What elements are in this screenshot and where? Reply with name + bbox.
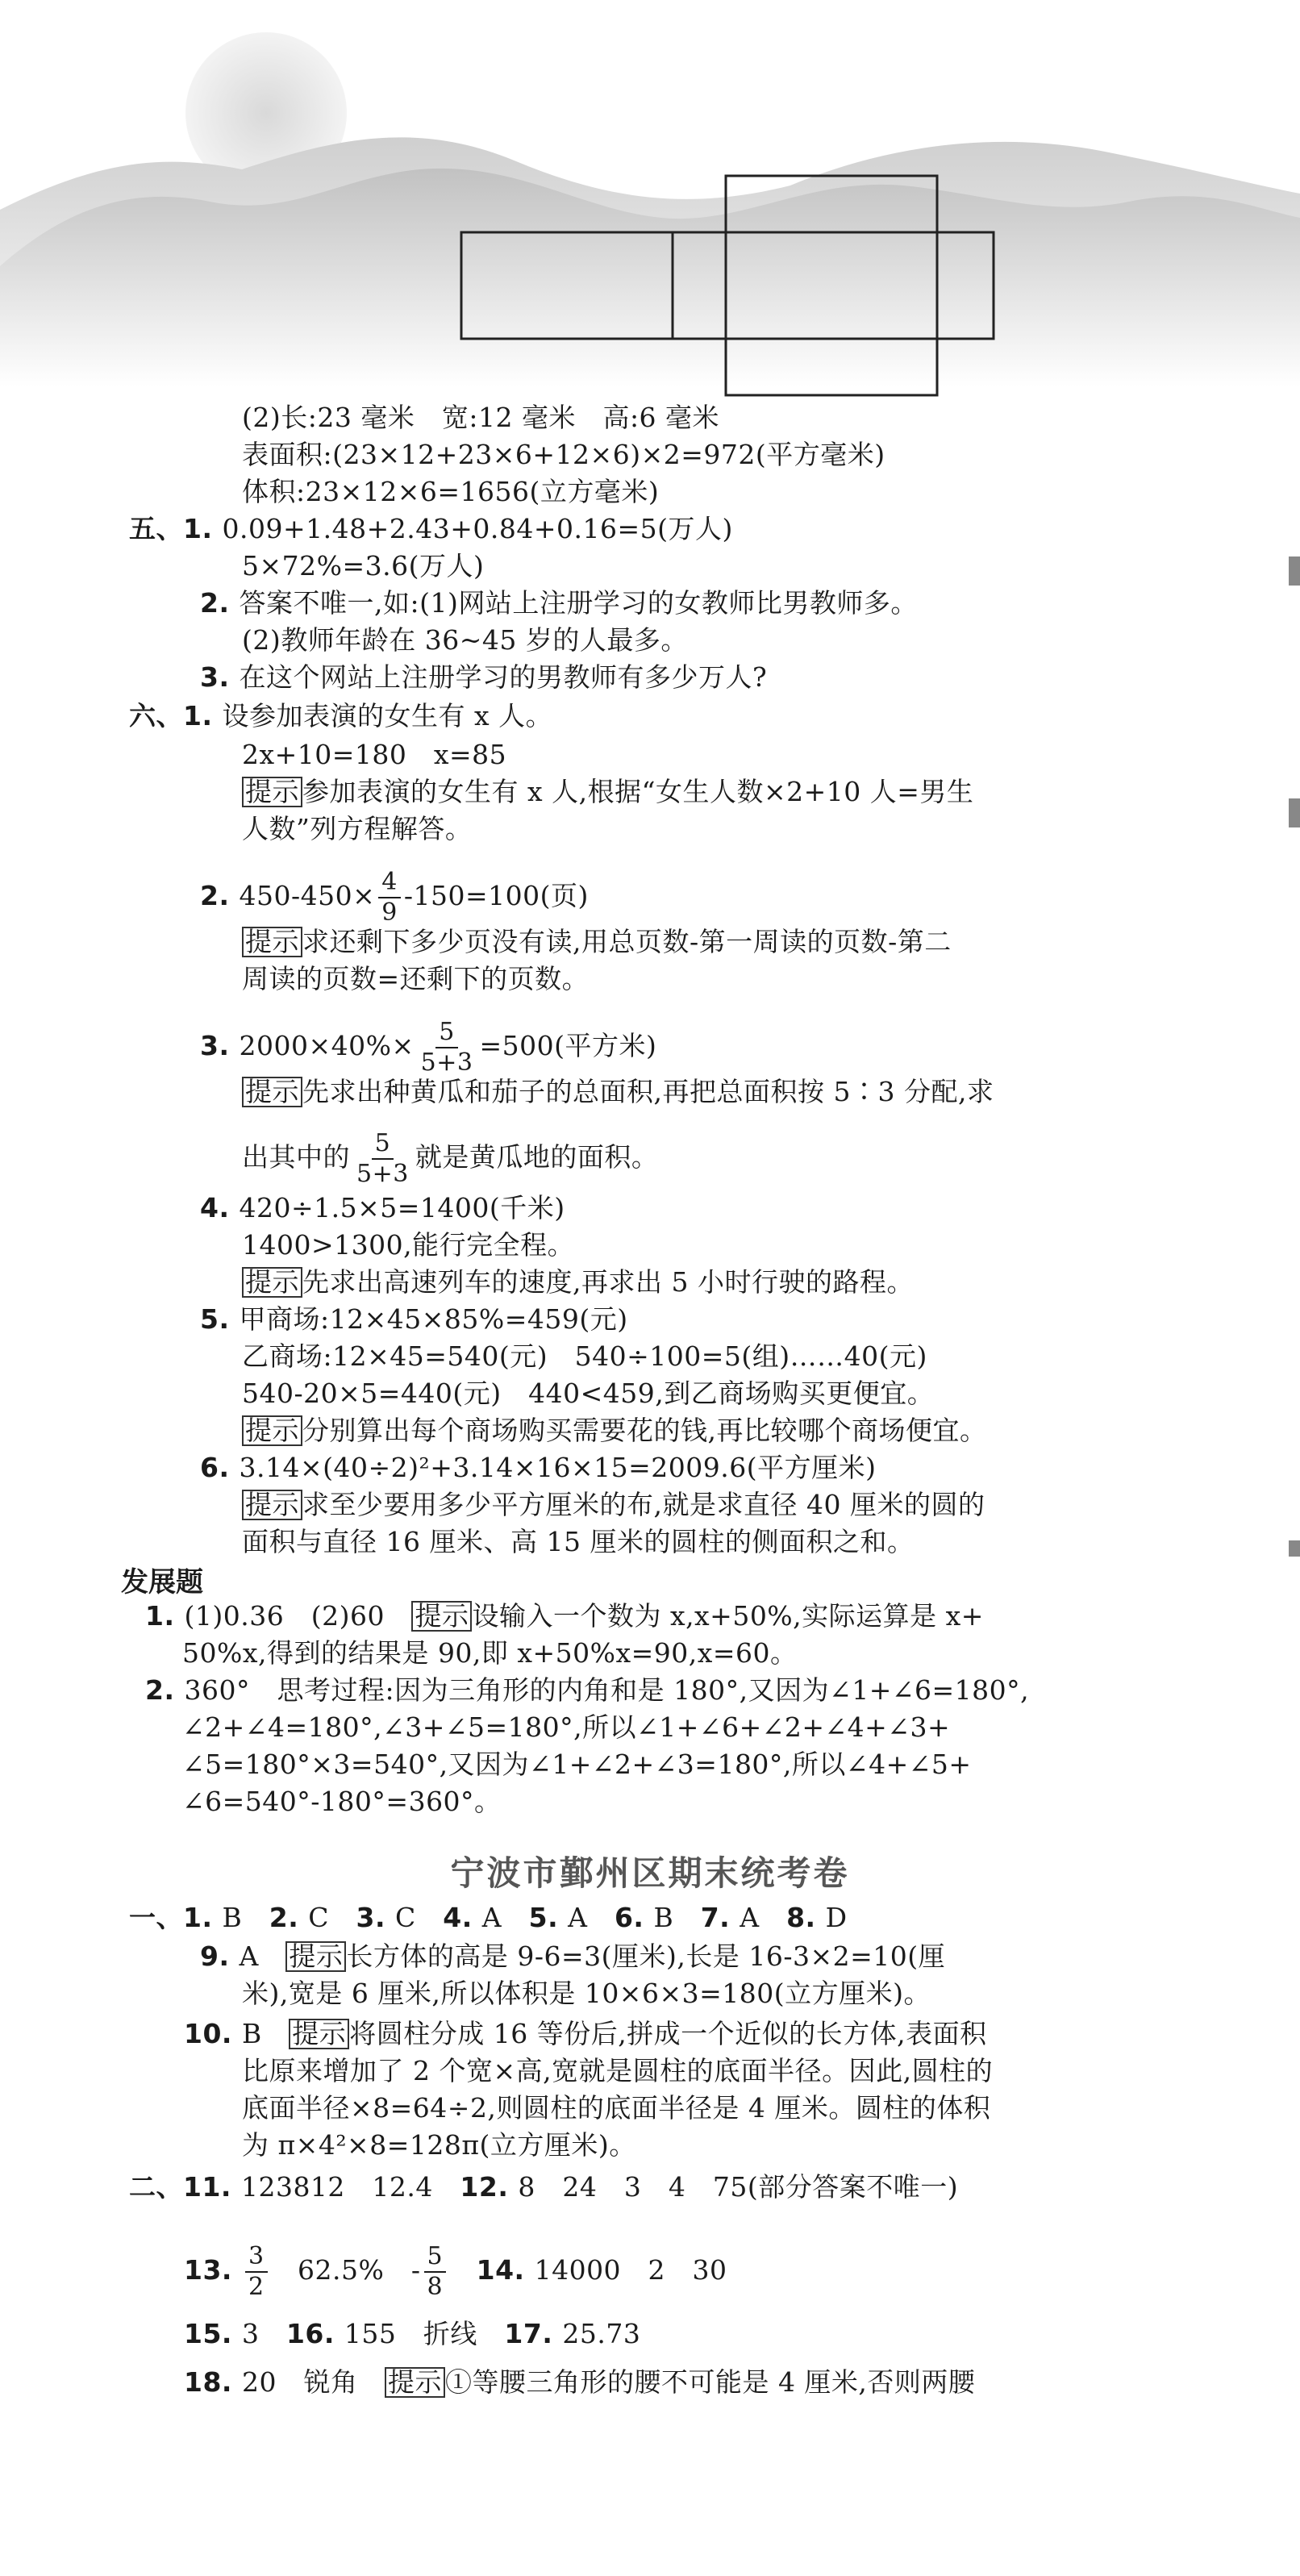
question-number: 4.: [443, 1902, 482, 1933]
answer-text: ∠5=180°×3=540°,又因为∠1+∠2+∠3=180°,所以∠4+∠5+: [182, 1749, 972, 1780]
answer-line: [242, 1524, 914, 1560]
answer-text: 体积:23×12×6=1656(立方毫米): [242, 476, 660, 507]
answer-text: A: [568, 1902, 615, 1933]
question-number: 17.: [504, 2318, 563, 2349]
answer-text: 420÷1.5×5=1400(千米): [239, 1192, 565, 1223]
question-number: 1.: [183, 700, 223, 732]
question-number: 2.: [200, 880, 240, 911]
answer-text: 长方体的高是 9-6=3(厘米),长是 16-3×2=10(厘: [346, 1940, 946, 1972]
answer-text: 3: [241, 2318, 286, 2349]
question-number: 14.: [476, 2254, 535, 2286]
answer-line: [242, 1265, 914, 1300]
answer-text: 就是黄瓜地的面积。: [415, 1141, 659, 1173]
section-number: 一、: [129, 1902, 183, 1933]
answer-text: 3.14×(40÷2)²+3.14×16×15=2009.6(平方厘米): [239, 1452, 877, 1483]
fraction-denominator: 9: [381, 898, 398, 927]
answer-text: D: [825, 1902, 848, 1933]
answer-text: 分别算出每个商场购买需要花的钱,再比较哪个商场便宜。: [302, 1415, 987, 1446]
answer-text: 设输入一个数为 x,x+50%,实际运算是 x+: [472, 1600, 984, 1632]
answer-line: [200, 1939, 945, 1974]
answer-text: 先求出高速列车的速度,再求出 5 小时行驶的路程。: [302, 1266, 914, 1298]
answer-line: [184, 2316, 640, 2352]
answer-text: 2x+10=180 x=85: [242, 739, 507, 770]
question-number: 12.: [460, 2171, 519, 2203]
answer-line: [242, 1074, 994, 1110]
question-number: 7.: [700, 1902, 740, 1933]
answer-line: [129, 511, 733, 547]
page-edge-mark: [1289, 1540, 1300, 1557]
answer-text: 450-450×: [239, 880, 376, 911]
answer-line: [184, 2016, 987, 2052]
hint-label: 提示: [242, 1077, 302, 1107]
answer-line: [242, 548, 484, 584]
answer-text: ∠6=540°-180°=360°。: [182, 1786, 502, 1817]
answer-text: (2)长:23 毫米 宽:12 毫米 高:6 毫米: [242, 402, 720, 433]
question-number: 1.: [183, 513, 223, 544]
answer-text: 参加表演的女生有 x 人,根据“女生人数×2+10 人=男生: [302, 776, 974, 807]
question-number: 1.: [183, 1902, 223, 1933]
answer-text: 123812 12.4: [240, 2171, 460, 2203]
answer-line: [242, 437, 885, 473]
answer-line: [200, 1190, 565, 1226]
question-number: 9.: [200, 1940, 240, 1972]
hint-label: 提示: [285, 1941, 346, 1972]
answer-text: (1)0.36 (2)60: [184, 1600, 412, 1632]
exam-title: 宁波市鄞州区期末统考卷: [450, 1853, 850, 1893]
answer-line: [184, 2242, 727, 2302]
fraction: [424, 2242, 447, 2302]
answer-text: 8 24 3 4 75(部分答案不唯一): [518, 2171, 959, 2203]
answer-line: [242, 811, 472, 847]
hint-label: 提示: [242, 1490, 302, 1520]
answer-line: [242, 2053, 993, 2089]
answer-text: 比原来增加了 2 个宽×高,宽就是圆柱的底面半径。因此,圆柱的: [242, 2055, 994, 2086]
answer-text: 甲商场:12×45×85%=459(元): [239, 1303, 628, 1335]
fraction-numerator: 5: [372, 1129, 394, 1160]
answer-text: 62.5% -: [270, 2254, 421, 2286]
answer-text: 设参加表演的女生有 x 人。: [222, 700, 553, 732]
answer-line: [242, 1976, 931, 2011]
page-edge-mark: [1289, 556, 1300, 586]
fraction-numerator: 5: [435, 1018, 458, 1048]
hint-label: 提示: [242, 1415, 302, 1446]
fraction-denominator: 5+3: [420, 1048, 473, 1077]
answer-text: 求至少要用多少平方厘米的布,就是求直径 40 厘米的圆的: [302, 1489, 985, 1520]
hint-label: 提示: [242, 1267, 302, 1298]
answer-line: [242, 400, 719, 436]
answer-text: 答案不唯一,如:(1)网站上注册学习的女教师比男教师多。: [239, 587, 918, 619]
question-number: 2.: [269, 1902, 309, 1933]
answer-text: 乙商场:12×45=540(元) 540÷100=5(组)……40(元): [242, 1340, 927, 1372]
fraction-numerator: 4: [378, 868, 401, 898]
section-number: 五、: [129, 513, 183, 544]
answer-text: 米),宽是 6 厘米,所以体积是 10×6×3=180(立方厘米)。: [242, 1978, 931, 2009]
answer-line: [242, 1413, 987, 1448]
answer-text: A: [481, 1902, 529, 1933]
answer-text: (2)教师年龄在 36~45 岁的人最多。: [242, 624, 688, 656]
answer-text: A: [239, 1940, 286, 1972]
answer-text: ①等腰三角形的腰不可能是 4 厘米,否则两腰: [444, 2366, 976, 2398]
answer-line: [242, 924, 952, 960]
answer-text: C: [308, 1902, 356, 1933]
section-number: 二、: [129, 2171, 183, 2203]
answer-line: [200, 1018, 656, 1078]
question-number: 2.: [145, 1674, 185, 1706]
answer-line: [145, 1599, 984, 1634]
question-number: 10.: [184, 2018, 242, 2049]
question-number: 3.: [200, 1030, 240, 1061]
answer-line: [129, 698, 552, 734]
answer-text: 底面半径×8=64÷2,则圆柱的底面半径是 4 厘米。圆柱的体积: [242, 2092, 991, 2124]
question-number: 5.: [528, 1902, 569, 1933]
answer-line: [145, 1673, 1029, 1708]
answer-line: [200, 1302, 628, 1337]
answer-line: [182, 1710, 950, 1745]
answer-text: -150=100(页): [403, 880, 589, 911]
answer-text: 出其中的: [242, 1141, 350, 1173]
answer-line: [182, 1747, 972, 1782]
hint-label: 提示: [411, 1601, 472, 1632]
answer-line: [242, 1376, 934, 1411]
answer-line: [129, 1900, 848, 1936]
answer-line: [242, 2090, 990, 2126]
question-number: 4.: [200, 1192, 240, 1223]
answer-text: 1400>1300,能行完全程。: [242, 1229, 575, 1261]
answer-text: 先求出种黄瓜和茄子的总面积,再把总面积按 5∶3 分配,求: [302, 1076, 994, 1107]
fraction: [418, 1018, 477, 1078]
answer-text: [449, 2254, 477, 2286]
question-number: 15.: [184, 2318, 242, 2349]
answer-line: [242, 2128, 636, 2163]
question-number: 8.: [786, 1902, 826, 1933]
answer-text: 人数”列方程解答。: [242, 813, 473, 844]
answer-line: [200, 586, 918, 621]
answer-text: 50%x,得到的结果是 90,即 x+50%x=90,x=60。: [182, 1637, 798, 1669]
answer-line: [242, 1339, 927, 1374]
question-number: 5.: [200, 1303, 240, 1335]
answer-line: [242, 961, 589, 997]
hint-label: 提示: [242, 777, 302, 807]
question-number: 6.: [200, 1452, 240, 1483]
answer-text: 求还剩下多少页没有读,用总页数-第一周读的页数-第二: [302, 926, 952, 957]
question-number: 2.: [200, 587, 240, 619]
answer-line: [242, 1129, 658, 1189]
question-number: 13.: [184, 2254, 242, 2286]
answer-line: [129, 2170, 958, 2205]
answer-text: 360° 思考过程:因为三角形的内角和是 180°,又因为∠1+∠6=180°,: [184, 1674, 1030, 1706]
answer-line: [182, 1636, 798, 1671]
answer-line: [182, 1784, 502, 1819]
section-heading-development: 发展题: [121, 1566, 203, 1599]
answer-text: B: [222, 1902, 269, 1933]
hint-label: 提示: [242, 927, 302, 957]
answer-line: [242, 474, 659, 510]
fraction: [378, 868, 401, 927]
fraction: [353, 1129, 412, 1189]
page-edge-mark: [1289, 798, 1300, 827]
answer-text: 540-20×5=440(元) 440<459,到乙商场购买更便宜。: [242, 1378, 935, 1409]
answer-text: A: [740, 1902, 787, 1933]
question-number: 16.: [285, 2318, 344, 2349]
question-number: 3.: [356, 1902, 396, 1933]
answer-text: 14000 2 30: [534, 2254, 727, 2286]
fraction-numerator: 3: [245, 2242, 268, 2273]
answer-text: 5×72%=3.6(万人): [242, 550, 485, 581]
section-number: 六、: [129, 700, 183, 732]
answer-line: [242, 1228, 574, 1263]
hint-label: 提示: [385, 2367, 445, 2398]
answer-text: ∠2+∠4=180°,∠3+∠5=180°,所以∠1+∠6+∠2+∠4+∠3+: [182, 1711, 951, 1743]
answer-line: [200, 660, 767, 695]
question-number: 18.: [184, 2366, 242, 2398]
answer-text: 为 π×4²×8=128π(立方厘米)。: [242, 2129, 636, 2161]
answer-line: [242, 1487, 985, 1523]
hint-label: 提示: [289, 2019, 349, 2049]
question-number: 6.: [614, 1902, 654, 1933]
fraction-denominator: 2: [248, 2273, 265, 2301]
answer-text: 面积与直径 16 厘米、高 15 厘米的圆柱的侧面积之和。: [242, 1526, 915, 1557]
answer-text: 表面积:(23×12+23×6+12×6)×2=972(平方毫米): [242, 439, 885, 470]
question-number: 1.: [145, 1600, 185, 1632]
answer-line: [184, 2365, 975, 2400]
answer-text: 2000×40%×: [239, 1030, 415, 1061]
answer-text: 0.09+1.48+2.43+0.84+0.16=5(万人): [222, 513, 733, 544]
answer-line: [242, 774, 973, 810]
answer-line: [200, 1450, 877, 1486]
answer-text: 在这个网站上注册学习的男教师有多少万人?: [239, 661, 768, 693]
answer-text: 155 折线: [344, 2318, 505, 2349]
fraction-denominator: 5+3: [356, 1160, 409, 1188]
answer-line: [242, 737, 506, 773]
fraction: [245, 2242, 268, 2302]
answer-text: =500(平方米): [479, 1030, 657, 1061]
answer-text: B: [653, 1902, 701, 1933]
fraction-numerator: 5: [424, 2242, 447, 2273]
answer-text: 将圆柱分成 16 等份后,拼成一个近似的长方体,表面积: [349, 2018, 987, 2049]
question-number: 3.: [200, 661, 240, 693]
answer-text: 周读的页数=还剩下的页数。: [242, 963, 590, 994]
answer-text: B: [241, 2018, 290, 2049]
answer-line: [200, 868, 589, 927]
answer-text: 20 锐角: [241, 2366, 385, 2398]
question-number: 11.: [183, 2171, 241, 2203]
answer-text: C: [395, 1902, 444, 1933]
fraction-denominator: 8: [427, 2273, 444, 2301]
answer-line: [242, 623, 688, 658]
answer-text: 25.73: [562, 2318, 641, 2349]
